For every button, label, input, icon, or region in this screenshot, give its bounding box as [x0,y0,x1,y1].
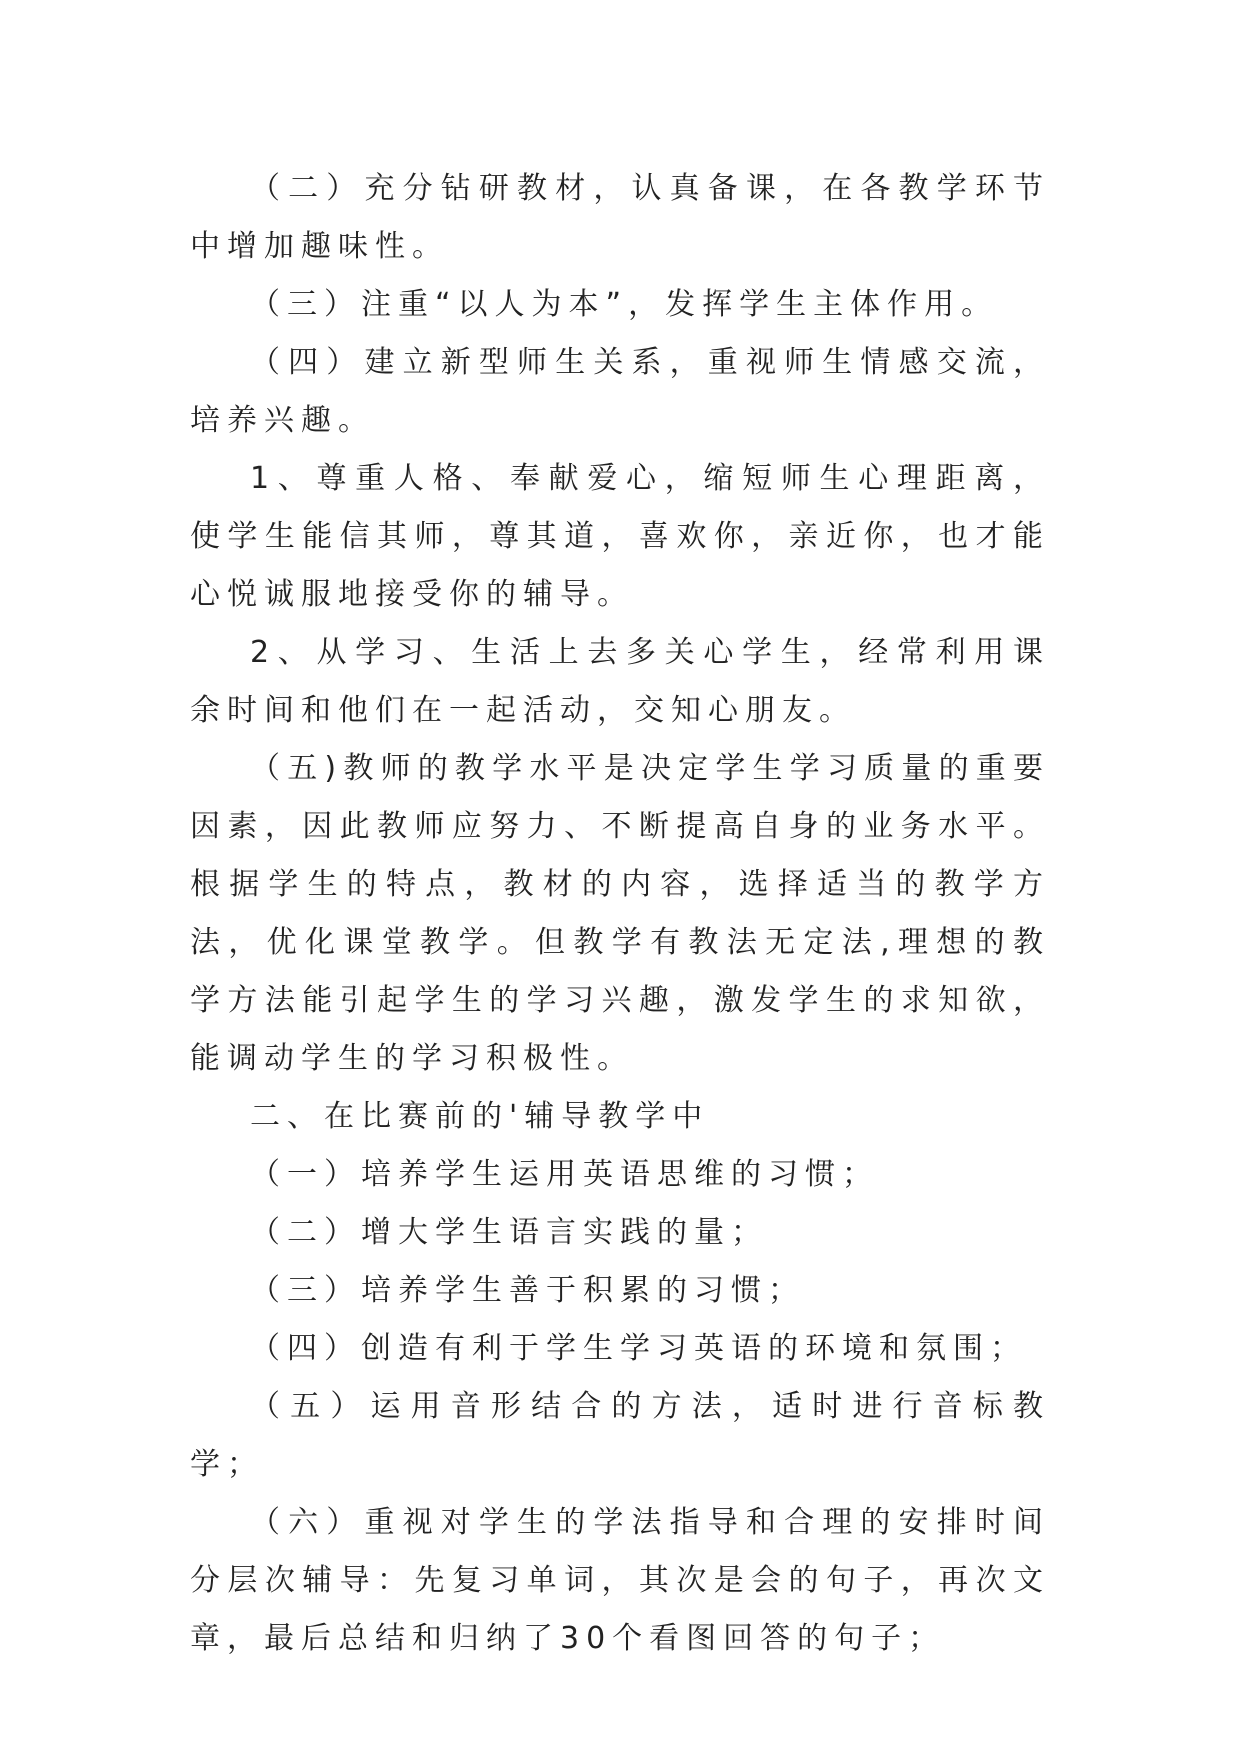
paragraph-section-2-5: （五)教师的教学水平是决定学生学习质量的重要因素，因此教师应努力、不断提高自身的业务水平。根据学生的特点，教材的内容，选择适当的教学方法，优化课堂教学。但教学有教法无定法,理想的教学方法能引起学生的学习兴趣，激发学生的求知欲，能调动学生的学习积极性。 [190,751,1050,1076]
paragraph-subitem-6: （六）重视对学生的学法指导和合理的安排时间分层次辅导：先复习单词，其次是会的句子，再次文章，最后总结和归纳了30个看图回答的句子； [190,1505,1050,1656]
paragraph-item-2: 2、从学习、生活上去多关心学生，经常利用课余时间和他们在一起活动，交知心朋友。 [190,635,1050,728]
document-body [190,160,1050,1668]
paragraph-section-2-2: （二）充分钻研教材，认真备课，在各教学环节中增加趣味性。 [190,171,1050,264]
paragraph-subitem-2: （二）增大学生语言实践的量； [250,1215,768,1250]
paragraph-section-2-4: （四）建立新型师生关系，重视师生情感交流，培养兴趣。 [190,345,1050,438]
paragraph-section-2-3: （三）注重“以人为本”，发挥学生主体作用。 [250,287,999,322]
paragraph-subitem-4: （四）创造有利于学生学习英语的环境和氛围； [250,1331,1027,1366]
paragraph-subitem-5: （五）运用音形结合的方法，适时进行音标教学； [190,1389,1050,1482]
section-heading-2: 二、在比赛前的'辅导教学中 [250,1099,710,1134]
paragraph-item-1: 1、尊重人格、奉献爱心，缩短师生心理距离，使学生能信其师，尊其道，喜欢你，亲近你，也才能心悦诚服地接受你的辅导。 [190,461,1050,612]
paragraph-subitem-3: （三）培养学生善于积累的习惯； [250,1273,805,1308]
paragraph-subitem-1: （一）培养学生运用英语思维的习惯； [250,1157,879,1192]
